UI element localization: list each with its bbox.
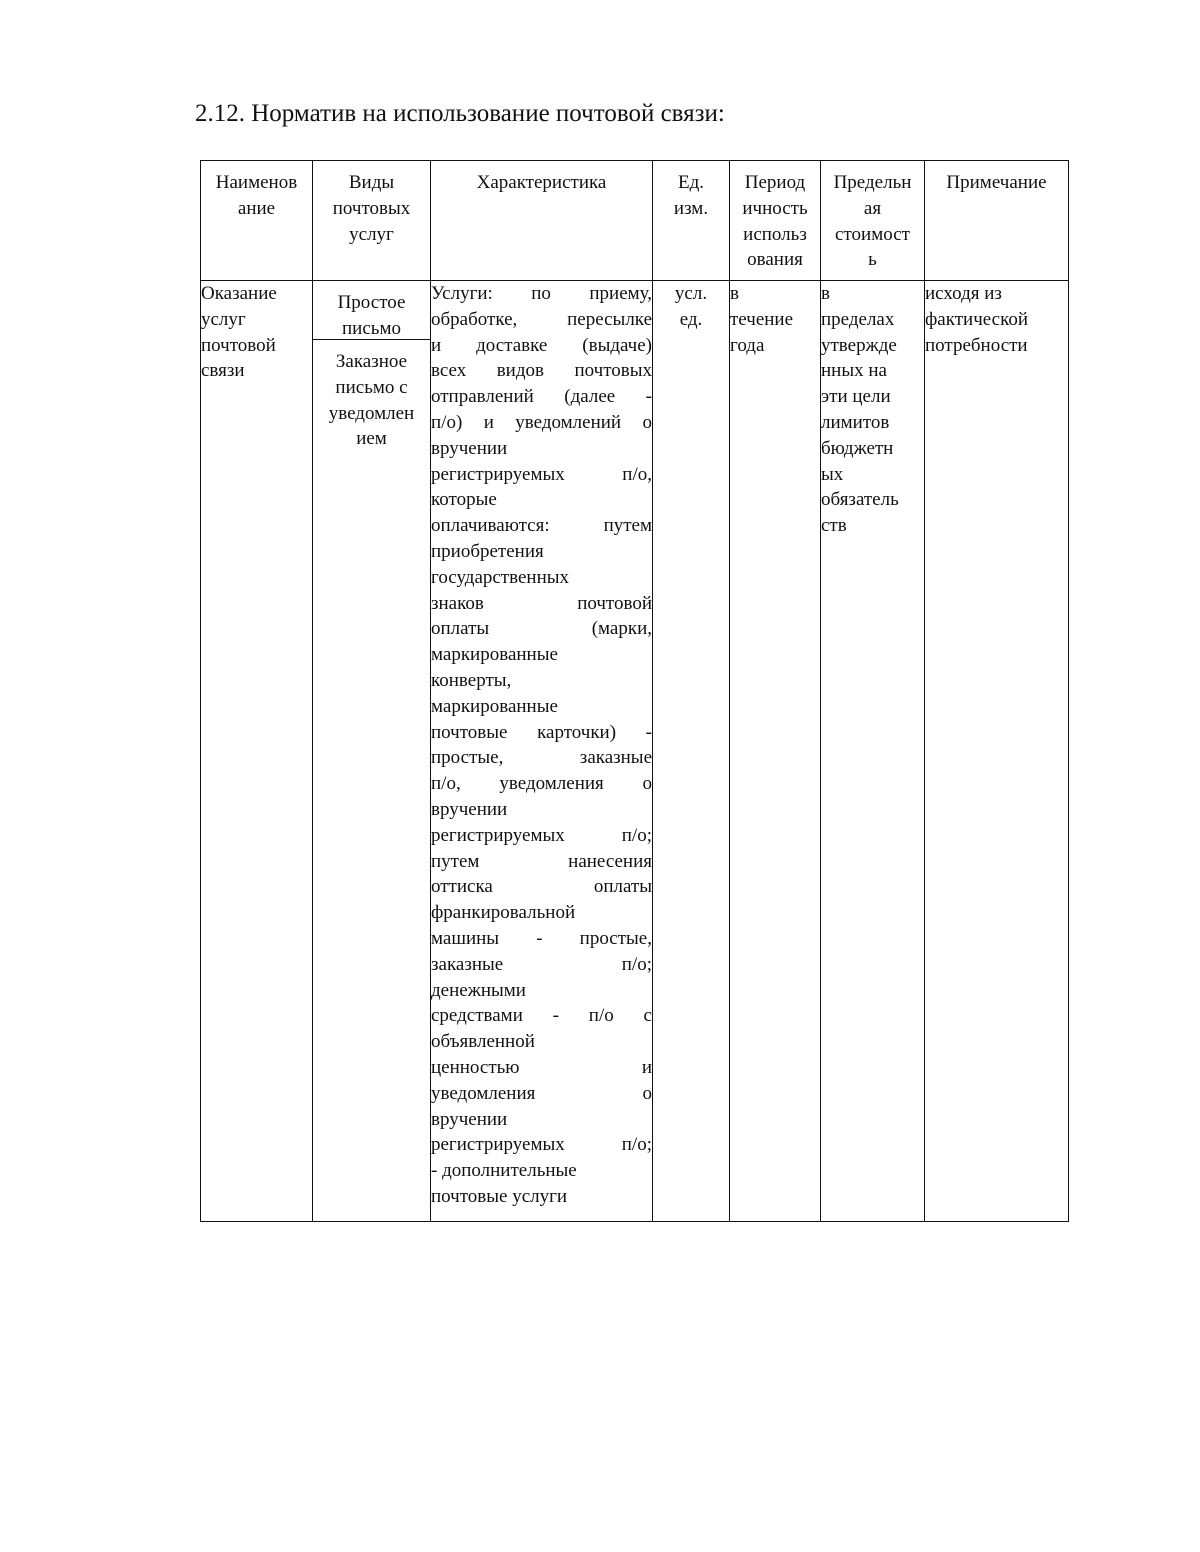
text-line: ая (863, 197, 882, 219)
text-line: эти цели (821, 386, 891, 408)
text-line: регистрируемых п/о; (431, 1134, 652, 1156)
text-line: стоимост (835, 223, 910, 245)
text-line: обязатель (821, 489, 899, 511)
text-line: Оказание (201, 283, 277, 304)
text-line: почтовых (332, 197, 411, 219)
text-line: утвержде (821, 334, 897, 356)
cell-note (925, 281, 1069, 1222)
text-line: регистрируемых п/о; (431, 824, 652, 846)
table-header-row (201, 161, 1069, 281)
text-line: ых (821, 463, 844, 485)
header-periodicity (730, 161, 821, 281)
text-line: объявленной (431, 1031, 535, 1053)
cell-max-cost (821, 281, 925, 1222)
text-line: Ед. (677, 172, 705, 193)
text-line: почтовой (201, 334, 276, 356)
text-line: и доставке (выдаче) (431, 334, 652, 356)
text-line: уведомлен (328, 402, 415, 424)
text-line: в (730, 283, 739, 304)
text-line: государственных (431, 566, 570, 588)
text-line: ств (821, 515, 847, 537)
text-line: Услуги: по приему, (431, 283, 652, 304)
text-line: ичность (742, 197, 808, 219)
text-line: маркированные (431, 644, 558, 666)
text-line: использ (743, 223, 807, 245)
cell-periodicity (730, 281, 821, 1222)
text-line: путем нанесения (431, 850, 652, 872)
header-note (925, 161, 1069, 281)
text-line: Простое (337, 292, 406, 313)
text-line: бюджетн (821, 437, 894, 459)
text-line: ание (237, 197, 276, 219)
text-line: Виды (348, 172, 395, 193)
text-line: всех видов почтовых (431, 360, 652, 382)
text-line: связи (201, 360, 245, 382)
text-line: фактической (925, 308, 1029, 330)
text-line: заказные п/о; (431, 953, 652, 975)
text-line: вручении (431, 798, 508, 820)
text-line: ценностью и (431, 1056, 652, 1078)
text-line: франкировальной (431, 902, 576, 924)
text-line: ед. (679, 308, 703, 330)
header-max-cost (821, 161, 925, 281)
header-types (313, 161, 431, 281)
cell-unit (653, 281, 730, 1222)
text-line: почтовые услуги (431, 1185, 568, 1207)
type-simple-letter (313, 281, 430, 340)
text-line: течение (730, 308, 794, 330)
text-line: почтовые карточки) - (431, 721, 652, 743)
text-line: вручении (431, 1108, 508, 1130)
text-line: отправлений (далее - (431, 386, 652, 408)
text-line: Характеристика (476, 172, 607, 193)
text-line: услуг (201, 308, 246, 330)
text-line: средствами - п/о с (431, 1005, 652, 1027)
text-line: вручении (431, 437, 508, 459)
text-line: приобретения (431, 540, 544, 562)
cell-characteristic (431, 281, 653, 1222)
text-line: знаков почтовой (431, 592, 652, 614)
text-line: усл. (674, 283, 708, 304)
text-line: машины - простые, (431, 927, 652, 949)
text-line: оплачиваются: путем (431, 515, 652, 537)
text-line: ием (356, 428, 387, 450)
text-line: которые (431, 489, 497, 511)
text-line: простые, заказные (431, 747, 652, 769)
text-line: регистрируемых п/о, (431, 463, 652, 485)
text-line: п/о, уведомления о (431, 773, 652, 795)
text-line: маркированные (431, 695, 558, 717)
text-line: нных на (821, 360, 887, 382)
text-line: потребности (925, 334, 1028, 356)
header-name (201, 161, 313, 281)
text-line: пределах (821, 308, 895, 330)
text-line: Заказное (335, 351, 408, 372)
text-line: оттиска оплаты (431, 876, 652, 898)
header-characteristic (431, 161, 653, 281)
text-line: исходя из (925, 283, 1002, 304)
text-line: ования (747, 249, 803, 271)
text-line: Предельн (833, 172, 912, 193)
text-line: услуг (349, 223, 394, 245)
text-line: оплаты (марки, (431, 618, 652, 640)
table-row (201, 281, 1069, 1222)
text-line: ь (868, 249, 877, 271)
text-line: лимитов (821, 411, 890, 433)
page-heading: 2.12. Норматив на использование почтовой связи: (195, 100, 725, 127)
text-line: обработке, пересылке (431, 308, 652, 330)
text-line: - дополнительные (431, 1160, 577, 1182)
text-line: в (821, 283, 830, 304)
type-registered-letter (313, 340, 430, 452)
cell-name (201, 281, 313, 1222)
text-line: изм. (673, 197, 709, 219)
text-line: года (730, 334, 765, 356)
text-line: Примечание (946, 172, 1047, 193)
text-line: уведомления о (431, 1082, 652, 1104)
text-line: письмо (342, 317, 401, 339)
text-line: конверты, (431, 669, 512, 691)
text-line: денежными (431, 979, 526, 1001)
header-unit (653, 161, 730, 281)
text-line: Период (744, 172, 806, 193)
text-line: письмо с (335, 376, 408, 398)
postal-norm-table (200, 160, 1069, 1222)
text-line: Наименов (215, 172, 298, 193)
text-line: п/о) и уведомлений о (431, 411, 652, 433)
cell-types (313, 281, 431, 1222)
